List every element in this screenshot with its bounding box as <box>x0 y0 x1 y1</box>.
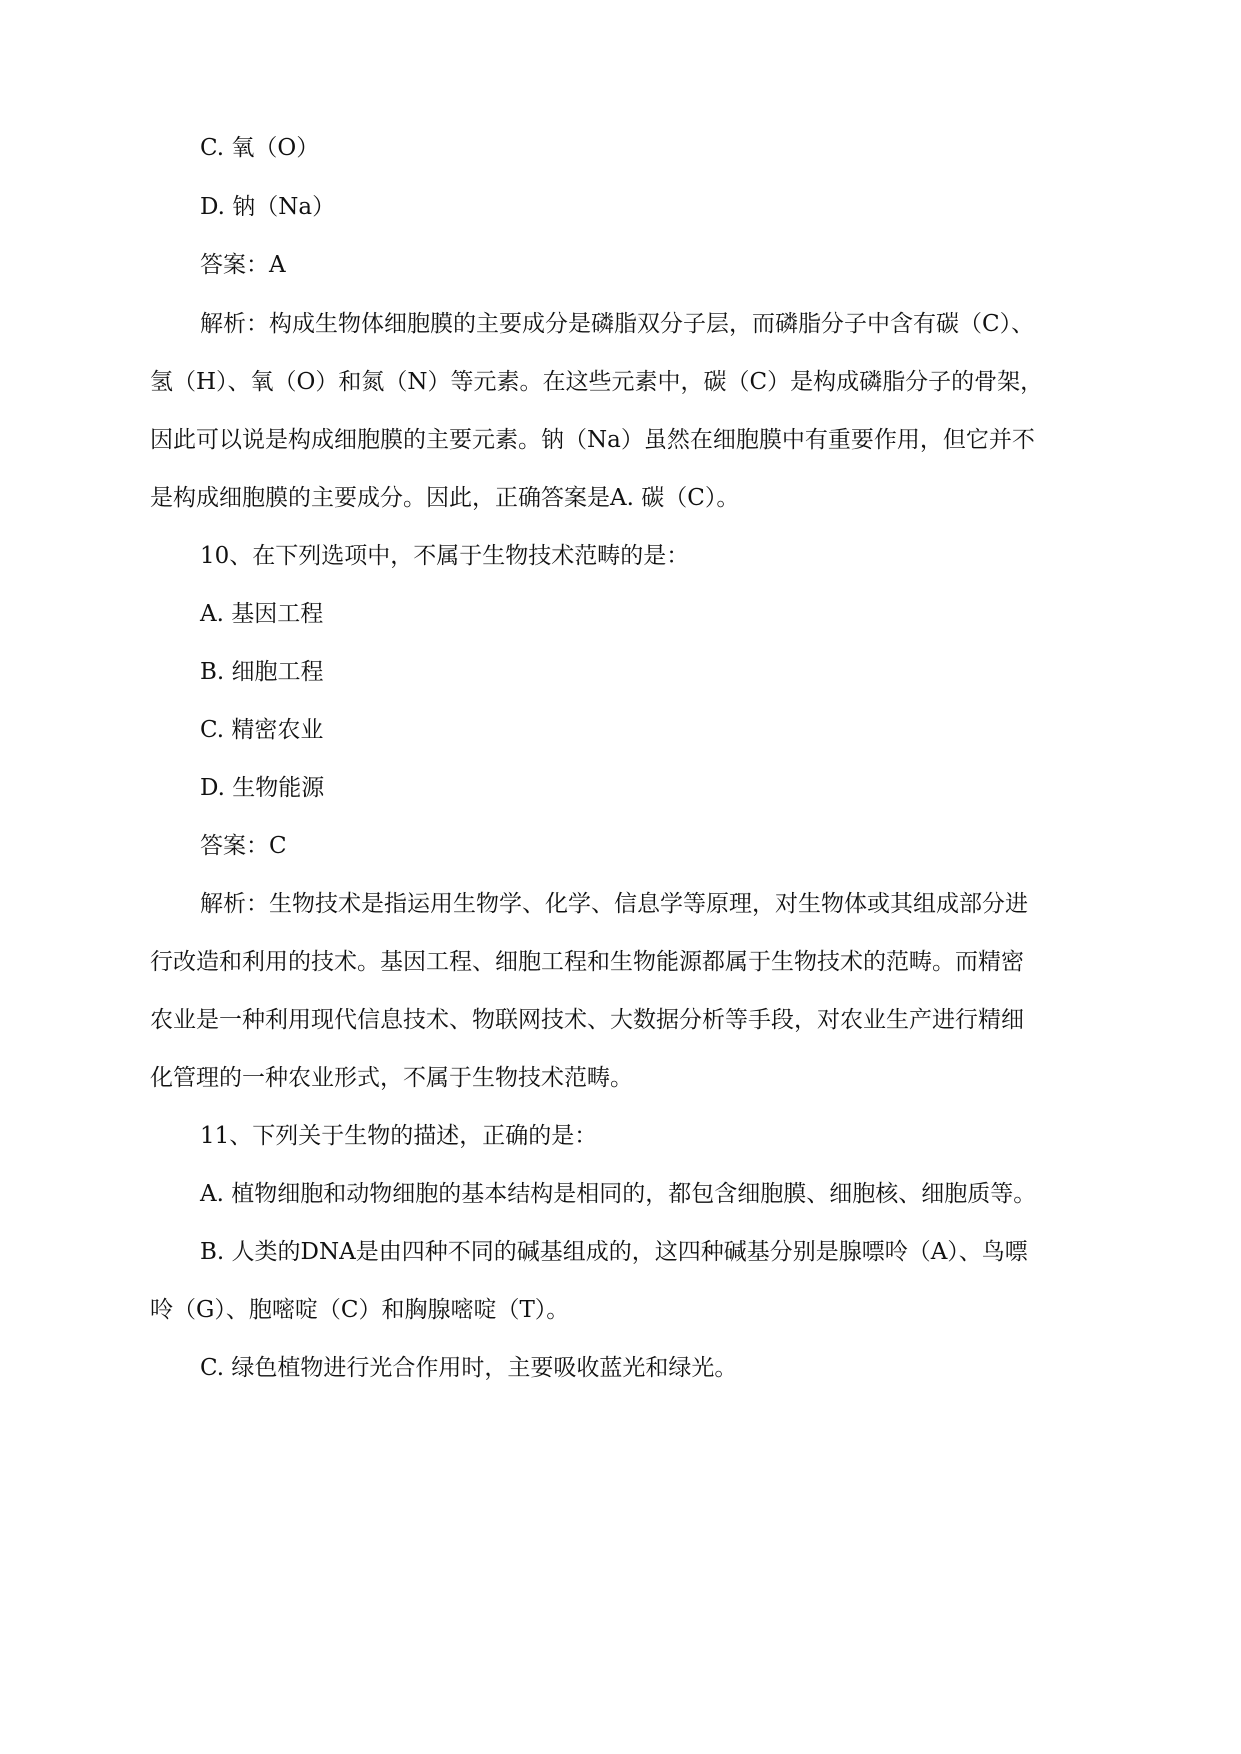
explanation-q9-line-4: 是构成细胞膜的主要成分。因此，正确答案是A. 碳（C）。 <box>150 485 740 511</box>
explanation-q9-line-3: 因此可以说是构成细胞膜的主要元素。钠（Na）虽然在细胞膜中有重要作用，但它并不 <box>150 427 1035 453</box>
explanation-q9-line-1: 解析：构成生物体细胞膜的主要成分是磷脂双分子层，而磷脂分子中含有碳（C）、 <box>200 311 1035 337</box>
explanation-q10-line-4: 化管理的一种农业形式，不属于生物技术范畴。 <box>150 1065 633 1091</box>
answer-q9: 答案：A <box>200 252 286 278</box>
option-c-q10: C. 精密农业 <box>200 717 324 743</box>
explanation-q10-line-3: 农业是一种利用现代信息技术、物联网技术、大数据分析等手段，对农业生产进行精细 <box>150 1007 1024 1033</box>
explanation-q9-line-2: 氢（H）、氧（O）和氮（N）等元素。在这些元素中，碳（C）是构成磷脂分子的骨架， <box>150 369 1044 395</box>
option-b-q10: B. 细胞工程 <box>200 659 324 685</box>
option-a-q11: A. 植物细胞和动物细胞的基本结构是相同的，都包含细胞膜、细胞核、细胞质等。 <box>200 1181 1037 1207</box>
explanation-q10-line-1: 解析：生物技术是指运用生物学、化学、信息学等原理，对生物体或其组成部分进 <box>200 891 1028 917</box>
question-10: 10、在下列选项中，不属于生物技术范畴的是： <box>200 543 690 569</box>
option-a-q10: A. 基因工程 <box>200 601 324 627</box>
answer-q10: 答案：C <box>200 833 287 859</box>
question-11: 11、下列关于生物的描述，正确的是： <box>200 1123 598 1149</box>
option-b-q11-line-2: 呤（G）、胞嘧啶（C）和胸腺嘧啶（T）。 <box>150 1297 570 1323</box>
option-d-q10: D. 生物能源 <box>200 775 325 801</box>
option-c-oxygen: C. 氧（O） <box>200 135 320 161</box>
explanation-q10-line-2: 行改造和利用的技术。基因工程、细胞工程和生物能源都属于生物技术的范畴。而精密 <box>150 949 1024 975</box>
option-c-q11: C. 绿色植物进行光合作用时，主要吸收蓝光和绿光。 <box>200 1355 738 1381</box>
option-d-sodium: D. 钠（Na） <box>200 194 336 220</box>
option-b-q11-line-1: B. 人类的DNA是由四种不同的碱基组成的，这四种碱基分别是腺嘌呤（A）、鸟嘌 <box>200 1239 1028 1265</box>
